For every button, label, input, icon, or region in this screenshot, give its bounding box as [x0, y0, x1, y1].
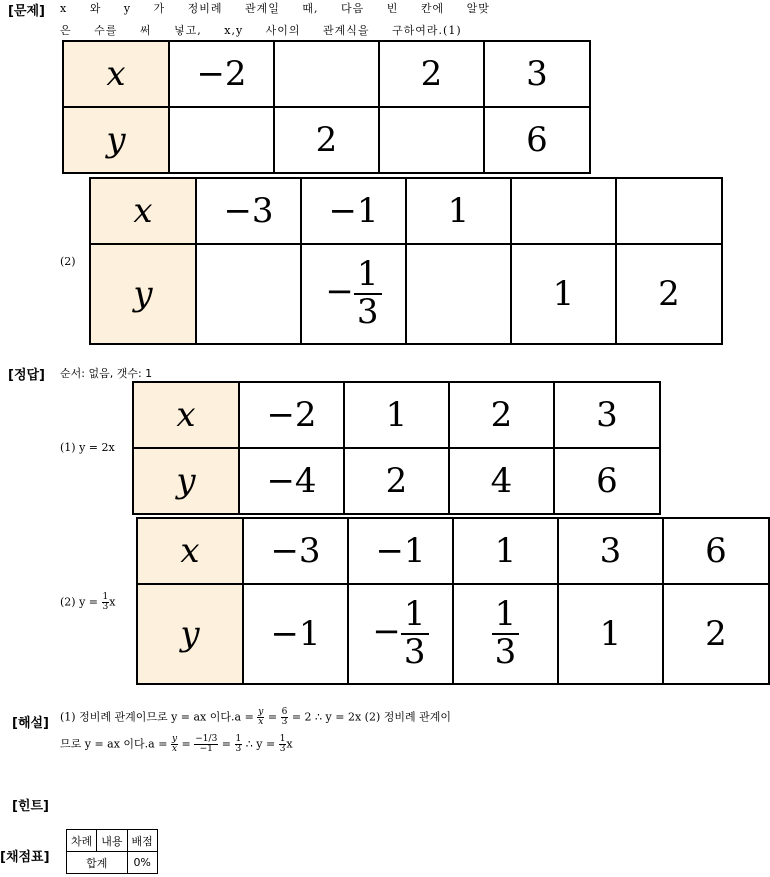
x-cell-blank [616, 178, 722, 244]
problem-label: [문제] [8, 4, 45, 19]
explanation-line-2: 므로 y = ax 이다.a = $\frac{y}{x}$ = $\frac{-1/3}{-1}$ = $\frac{1}{3}$ ∴ y = $\frac{1}{3}$ x [60, 734, 293, 754]
fraction-numerator: y [258, 707, 264, 717]
problem-table-2 [89, 177, 723, 345]
y-cell-fraction [453, 584, 558, 684]
x-cell: 1 [406, 178, 511, 244]
y-cell-blank [379, 107, 484, 173]
answer-label: [정답] [8, 368, 45, 383]
x-cell: 3 [558, 518, 663, 584]
x-cell: 1 [453, 518, 558, 584]
fraction [235, 735, 243, 754]
y-cell-blank [406, 244, 511, 344]
x-cell: 6 [663, 518, 769, 584]
fraction-denominator: 3 [356, 292, 379, 332]
explanation-text: ∴ y = [245, 737, 276, 751]
fraction-denominator: x [258, 717, 264, 727]
y-header: y [63, 107, 169, 173]
x-cell: 1 [344, 382, 449, 448]
y-cell: 6 [554, 448, 660, 514]
y-cell: 4 [449, 448, 554, 514]
x-cell: −1 [301, 178, 406, 244]
explanation-line-1: (1) 정비례 관계이므로 y = ax 이다.a = $\frac{y}{x}$ = $\frac{6}{3}$ = 2 ∴ y = 2x (2) 정비례 관계이 [60, 707, 451, 727]
score-header: 차례 [67, 830, 97, 852]
explanation-text: 므로 y = ax 이다.a = [60, 737, 168, 751]
y-cell: 1 [558, 584, 663, 684]
fraction-denominator: −1 [199, 744, 213, 754]
problem-table-1 [62, 40, 591, 174]
problem-line-1: x 와 y 가 정비례 관계일 때, 다음 빈 칸에 알맞 [60, 2, 490, 15]
score-total-label: 합계 [67, 852, 128, 874]
fraction-numerator: 1 [102, 592, 109, 602]
x-cell: 3 [484, 41, 590, 107]
fraction-denominator: 3 [281, 717, 288, 727]
explanation-text: = 2 ∴ y = 2x (2) 정비례 관계이 [291, 710, 451, 724]
answer-part2-var: x [109, 595, 116, 609]
fraction [171, 735, 178, 754]
y-cell: 1 [511, 244, 616, 344]
scoring-label: [채점표] [0, 850, 50, 865]
y-cell-fraction [301, 244, 406, 344]
y-cell: 6 [484, 107, 590, 173]
explanation-text: x [286, 737, 293, 751]
x-cell: 3 [554, 382, 660, 448]
x-header: x [63, 41, 169, 107]
fraction-denominator: 3 [102, 602, 109, 612]
y-cell: −1 [243, 584, 348, 684]
x-cell: −2 [239, 382, 344, 448]
x-cell: 2 [379, 41, 484, 107]
fraction-denominator: 3 [279, 744, 286, 754]
fraction-numerator: 1 [235, 734, 242, 744]
x-header: x [133, 382, 239, 448]
y-cell: 2 [616, 244, 722, 344]
y-cell: −4 [239, 448, 344, 514]
x-header: x [90, 178, 196, 244]
y-header: y [137, 584, 243, 684]
answer-table-2 [136, 517, 770, 685]
minus-sign: − [372, 612, 401, 652]
fraction-denominator: x [171, 744, 178, 754]
x-header: x [137, 518, 243, 584]
fraction [281, 708, 289, 727]
fraction-numerator: 6 [281, 707, 288, 717]
x-cell-blank [511, 178, 616, 244]
fraction-numerator: −1/3 [195, 734, 218, 744]
score-table [66, 829, 158, 874]
fraction-denominator: 3 [403, 632, 426, 672]
fraction [194, 735, 218, 754]
fraction [401, 594, 429, 672]
x-cell: −3 [196, 178, 301, 244]
fraction-numerator: 1 [401, 597, 429, 635]
y-header: y [90, 244, 196, 344]
fraction [354, 254, 382, 332]
x-cell: −2 [169, 41, 274, 107]
answer-meta: 순서: 없음, 갯수: 1 [60, 367, 153, 380]
y-cell-fraction [348, 584, 453, 684]
y-cell: 2 [274, 107, 379, 173]
fraction-denominator: 3 [494, 632, 517, 672]
explanation-label: [해설] [12, 716, 49, 731]
y-cell: 2 [663, 584, 769, 684]
fraction-numerator: y [171, 734, 178, 744]
score-header: 배점 [127, 830, 157, 852]
answer-part2-prefix: (2) y = [60, 595, 99, 609]
fraction-numerator: 1 [354, 257, 382, 295]
problem-part2-label: (2) [60, 255, 76, 268]
fraction [257, 708, 264, 727]
minus-sign: − [325, 272, 354, 312]
y-cell-blank [196, 244, 301, 344]
fraction [492, 594, 520, 672]
fraction-numerator: 1 [279, 734, 286, 744]
problem-line-2: 은 수를 써 넣고, x,y 사이의 관계식을 구하여라.(1) [60, 24, 462, 37]
y-cell-blank [169, 107, 274, 173]
score-header: 내용 [97, 830, 127, 852]
answer-table-1 [132, 381, 661, 515]
x-cell: 2 [449, 382, 554, 448]
explanation-text: (1) 정비례 관계이므로 y = ax 이다.a = [60, 710, 254, 724]
answer-part2 [60, 593, 115, 612]
fraction-denominator: 3 [235, 744, 242, 754]
fraction-numerator: 1 [492, 597, 520, 635]
y-header: y [133, 448, 239, 514]
x-cell: −1 [348, 518, 453, 584]
x-cell: −3 [243, 518, 348, 584]
answer-part1: (1) y = 2x [60, 441, 115, 454]
y-cell: 2 [344, 448, 449, 514]
x-cell-blank [274, 41, 379, 107]
score-total-value: 0% [127, 852, 157, 874]
hint-label: [힌트] [12, 799, 49, 814]
